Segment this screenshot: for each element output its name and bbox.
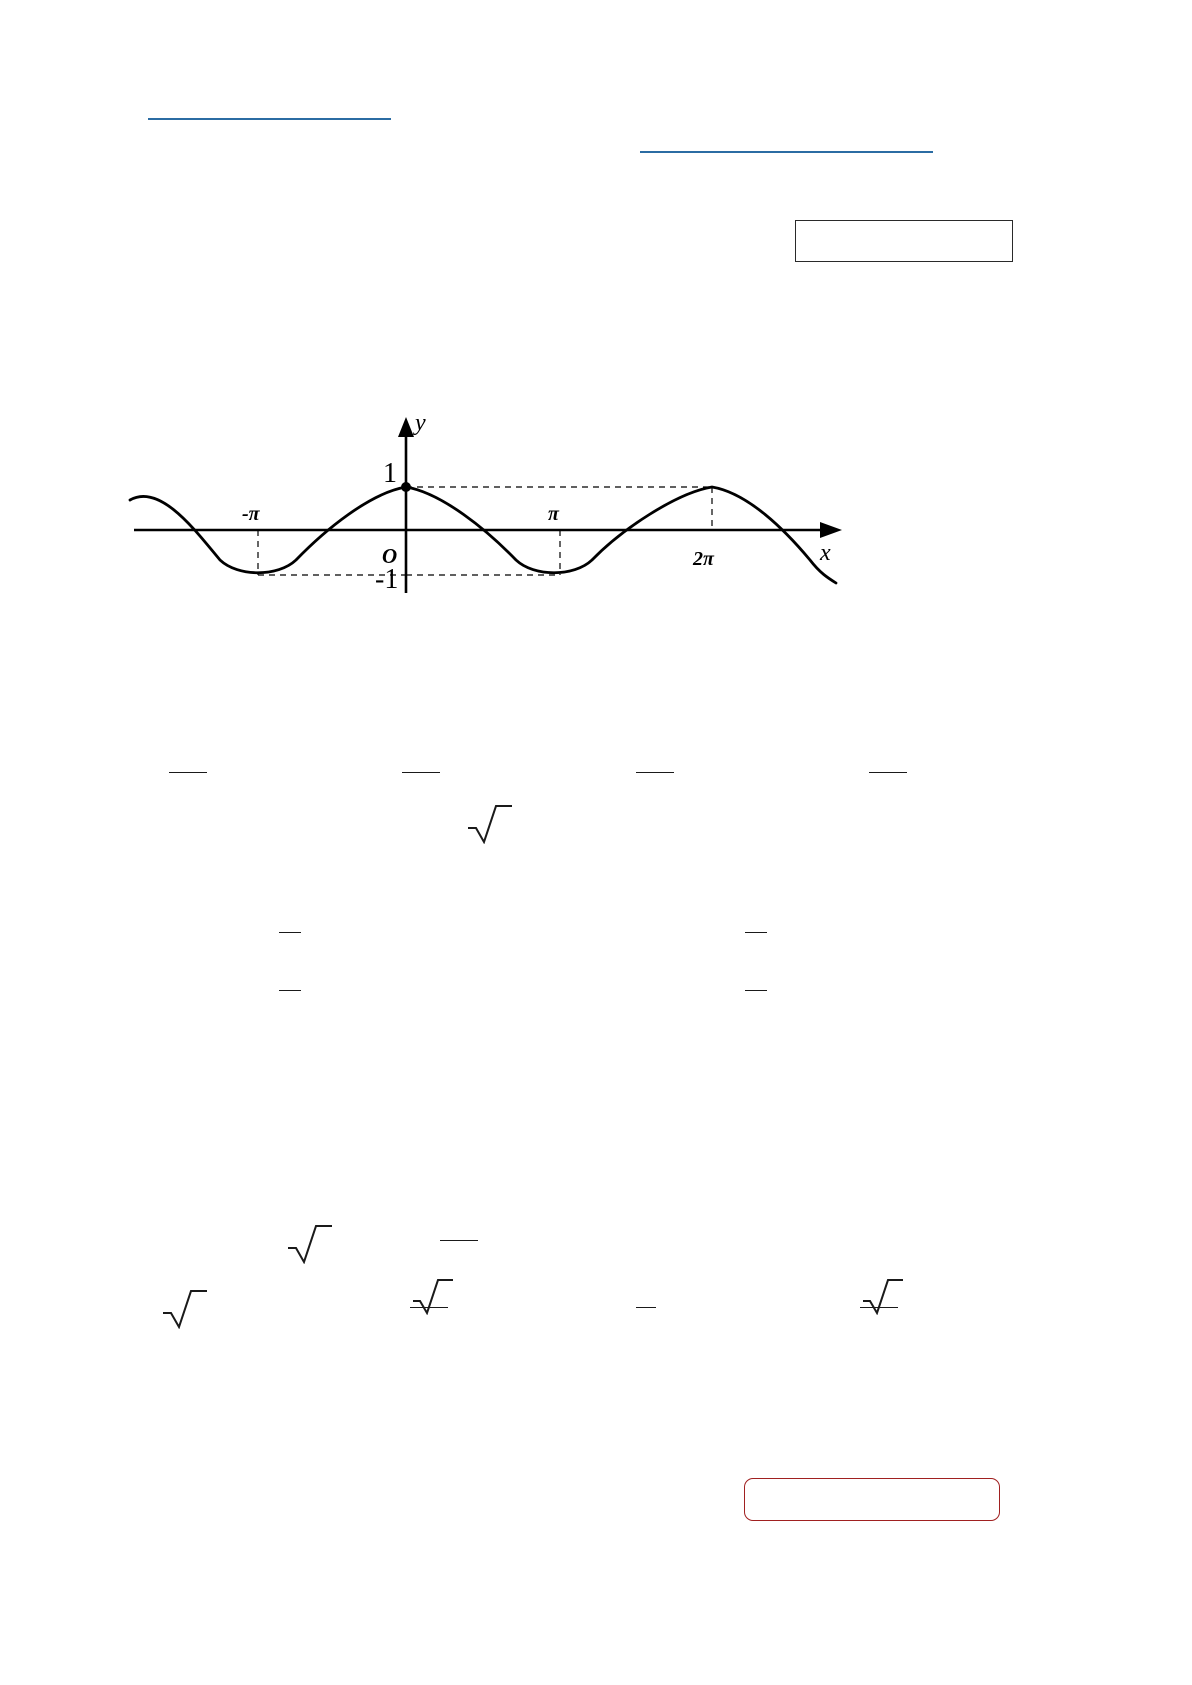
svg-text:x: x xyxy=(820,540,831,566)
fraction-bar-5 xyxy=(279,932,301,933)
fraction-bar-7 xyxy=(279,990,301,991)
radical-5 xyxy=(861,1275,905,1319)
fraction-bar-2 xyxy=(402,772,440,773)
fraction-bar-11 xyxy=(636,1307,656,1308)
fraction-bar-3 xyxy=(636,772,674,773)
fraction-bar-6 xyxy=(745,932,767,933)
svg-text:-1: -1 xyxy=(375,564,399,595)
svg-text:y: y xyxy=(415,410,426,436)
header-link-right[interactable] xyxy=(640,151,933,153)
fraction-bar-9 xyxy=(440,1240,478,1241)
svg-text:-π: -π xyxy=(242,503,260,525)
sine-curve-graph xyxy=(120,405,860,605)
radical-3 xyxy=(161,1285,209,1333)
header-link-left[interactable] xyxy=(148,118,391,120)
answer-box-bottom[interactable] xyxy=(744,1478,1000,1521)
svg-text:π: π xyxy=(548,503,559,525)
svg-text:O: O xyxy=(382,544,398,568)
fraction-bar-1 xyxy=(169,772,207,773)
radical-2 xyxy=(286,1220,334,1268)
fraction-bar-8 xyxy=(745,990,767,991)
svg-text:1: 1 xyxy=(383,458,397,489)
radical-4 xyxy=(411,1275,455,1319)
answer-box-top[interactable] xyxy=(795,220,1013,262)
fraction-bar-4 xyxy=(869,772,907,773)
radical-1 xyxy=(466,800,514,848)
svg-text:2π: 2π xyxy=(693,548,714,570)
